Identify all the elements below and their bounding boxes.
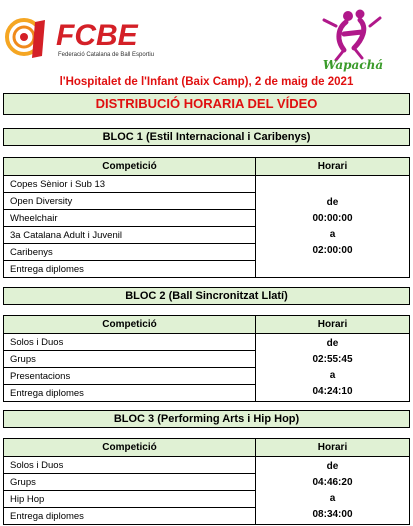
fcbe-logo-subtitle: Federació Catalana de Ball Esportiu (58, 52, 155, 58)
wapacha-logo (318, 6, 388, 72)
from-label: de (326, 337, 339, 349)
schedule-header: Horari (256, 439, 410, 457)
table-row: 3a Catalana Adult i Juvenil (4, 227, 256, 244)
bloc-1-table (3, 157, 410, 278)
table-row: Copes Sènior i Sub 13 (4, 176, 256, 193)
bloc-2-title: BLOC 2 (Ball Sincronitzat Llatí) (3, 287, 410, 305)
table-row: Caribenys (4, 244, 256, 261)
bloc-3-table (3, 438, 410, 525)
to-time: 04:24:10 (312, 385, 353, 397)
table-row: Hip Hop (4, 491, 256, 508)
schedule-header: Horari (256, 316, 410, 334)
table-row: Entrega diplomes (4, 508, 256, 525)
from-time: 00:00:00 (312, 212, 353, 224)
to-time: 02:00:00 (312, 244, 353, 256)
bloc-3-title: BLOC 3 (Performing Arts i Hip Hop) (3, 410, 410, 428)
wapacha-logo-text: Wapachá (322, 58, 384, 72)
time-range (256, 334, 410, 402)
bloc-1-title: BLOC 1 (Estil Internacional i Caribenys) (3, 128, 410, 146)
time-range (256, 176, 410, 278)
table-row: Open Diversity (4, 193, 256, 210)
competition-header: Competició (4, 439, 256, 457)
fcbe-logo-text: FCBE (56, 19, 138, 52)
competition-header: Competició (4, 158, 256, 176)
to-label: a (329, 228, 336, 240)
from-time: 02:55:45 (312, 353, 353, 365)
from-label: de (326, 196, 339, 208)
from-label: de (326, 460, 339, 472)
to-label: a (329, 369, 336, 381)
to-label: a (329, 492, 336, 504)
to-time: 08:34:00 (312, 508, 353, 520)
table-row: Solos i Duos (4, 334, 256, 351)
bloc-2-table (3, 315, 410, 402)
page-title: DISTRIBUCIÓ HORARIA DEL VÍDEO (3, 93, 410, 115)
table-row: Entrega diplomes (4, 385, 256, 402)
table-row: Entrega diplomes (4, 261, 256, 278)
table-row: Solos i Duos (4, 457, 256, 474)
competition-header: Competició (4, 316, 256, 334)
event-info: l'Hospitalet de l'Infant (Baix Camp), 2 de maig de 2021 (59, 76, 354, 88)
table-row: Presentacions (4, 368, 256, 385)
table-row: Grups (4, 351, 256, 368)
table-row: Grups (4, 474, 256, 491)
table-row: Wheelchair (4, 210, 256, 227)
from-time: 04:46:20 (312, 476, 353, 488)
schedule-header: Horari (256, 158, 410, 176)
time-range (256, 457, 410, 525)
fcbe-logo (4, 8, 164, 66)
